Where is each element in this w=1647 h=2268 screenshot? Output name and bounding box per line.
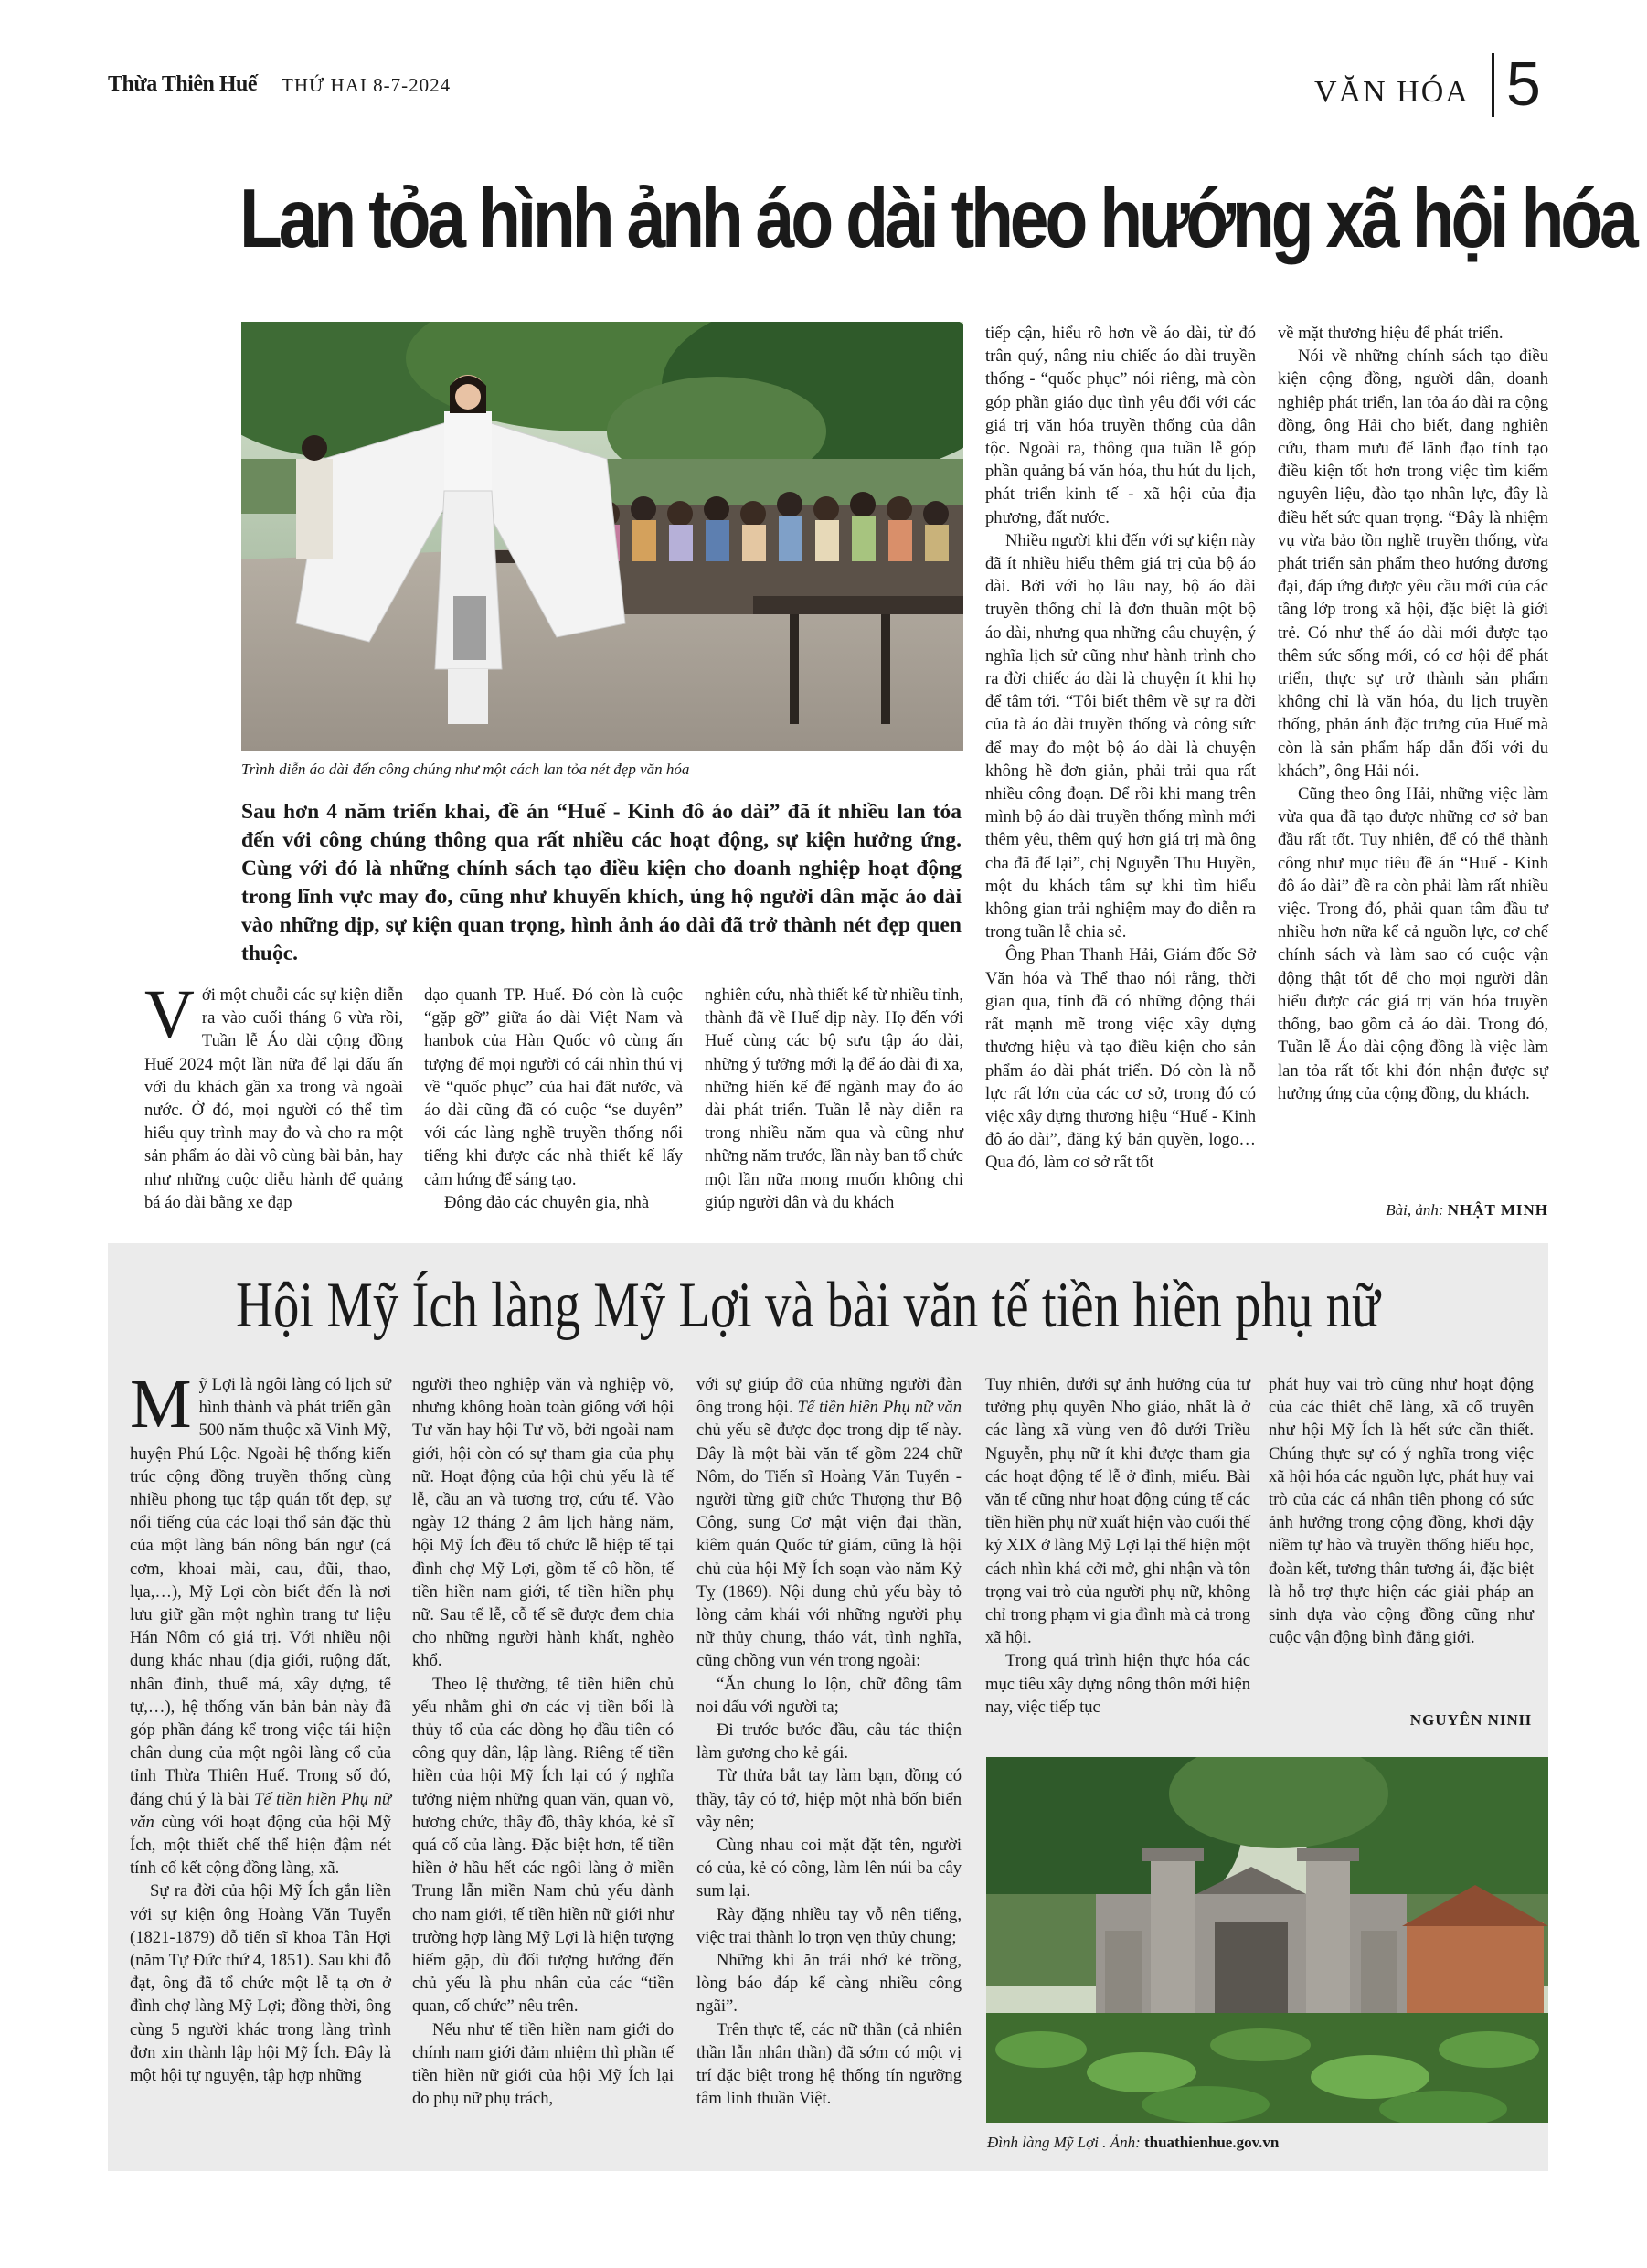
paragraph: người theo nghiệp văn và nghiệp võ, nhưng không hoàn toàn giống với hội Tư văn hay hội Tư võ, bởi ngoài nam giới, hội còn có sự tham gia của phụ nữ. Hoạt động của hội chủ yếu là tế lễ, cầu an và tương trợ, cứu tế. Vào ngày 12 tháng 2 âm lịch hằng năm, hội Mỹ Ích đều tổ chức lễ hiệp tế tại đình chợ Mỹ Lợi, gồm tế cô hồn, tế tiền hiền nam giới, tế tiền hiền phụ nữ. Sau tế lễ, cỗ tế sẽ được đem chia cho những người hành khất, nghèo khổ. [412,1375,674,1671]
article1-column-3 [705,984,963,1214]
paragraph: Nói về những chính sách tạo điều kiện cộng đồng, người dân, doanh nghiệp phát triển, lan tỏa áo dài ra cộng đồng, ông Hải cho biết, đang nghiên cứu, tham mưu để lãnh đạo tỉnh tạo điều kiện tốt hơn trong việc tìm kiếm nguyên liệu, đào tạo nhân lực, đây là điều hết sức quan trọng. “Đây là nhiệm vụ vừa bảo tồn nghề truyền thống, vừa phát triển sản phẩm theo hướng đương đại, đáp ứng được yêu cầu mới của các tầng lớp trong xã hội, đặc biệt là giới trẻ. Có như thế áo dài mới được tạo thêm sức sống mới, có cơ hội để phát triển, thực sự trở thành sản phẩm không chỉ là văn hóa, du lịch truyền thống, phản ánh đặc trưng của Huế mà còn là sản phẩm hấp dẫn đối với du khách”, ông Hải nói. [1278,346,1548,781]
article1-column-4 [985,322,1256,1175]
article1-column-1 [144,976,403,1214]
issue-date: THỨ HAI 8-7-2024 [282,74,452,96]
page-number: 5 [1506,49,1541,119]
caption-text: Đình làng Mỹ Lợi . Ảnh: [987,2134,1141,2151]
newspaper-name: Thừa Thiên Huế [108,72,258,96]
poem-title: Tế tiền hiền Phụ nữ văn [797,1398,962,1418]
quote-line: Những khi ăn trái nhớ kẻ trồng, lòng báo đáp kể càng nhiều công ngãi”. [696,1951,962,2017]
article-lead: Sau hơn 4 năm triển khai, đề án “Huế - Kinh đô áo dài” đã ít nhiều lan tỏa đến với công chúng thông qua rất nhiều các hoạt động, sự kiện hưởng ứng. Cùng với đó là những chính sách tạo điều kiện cho doanh nghiệp hoạt động trong lĩnh vực may đo, cũng như khuyến khích, ủng hộ người dân mặc áo dài vào những dịp, sự kiện quan trọng, hình ảnh áo dài đã trở thành nét đẹp quen thuộc. [241,800,962,965]
drop-cap: M [130,1366,192,1443]
paragraph: Tuy nhiên, dưới sự ảnh hưởng của tư tưởng phụ quyền Nho giáo, nhất là ở các làng xã vùng ven đô dưới Triều Nguyễn, phụ nữ ít khi được tham gia các hoạt động tế lễ ở đình, miếu. Bài văn tế cũng như hoạt động cúng tế các tiền hiền phụ nữ xuất hiện vào cuối thế kỷ XIX ở làng Mỹ Lợi lại thể hiện một cách nhìn khá cởi mở, ghi nhận và tôn trọng vai trò của người phụ nữ, không chỉ trong phạm vi gia đình mà cả trong xã hội. [985,1375,1250,1648]
section-name: VĂN HÓA [1314,75,1470,109]
caption-source: thuathienhue.gov.vn [1143,2134,1280,2151]
article2-column-3 [696,1373,962,2111]
paragraph: Nhiều người khi đến với sự kiện này đã ít nhiều hiểu thêm giá trị của bộ áo dài. Bởi với họ lâu nay, bộ áo dài truyền thống chỉ là đơn thuần một bộ áo dài, nhưng qua những câu chuyện, ý nghĩa lịch sử cũng như hành trình cho ra đời chiếc áo dài là chuyện ít khi họ để tâm tới. “Tôi biết thêm về sự ra đời của tà áo dài truyền thống và công sức để may đo một bộ áo dài là chuyện không hề đơn giản, phải trải qua rất nhiều công đoạn. Để rồi khi mang trên mình bộ áo dài truyền thống mình mới thêm yêu, thêm quý hơn giá trị mà ông cha đã để lại”, chị Nguyễn Thu Huyền, một du khách tâm sự khi tìm hiểu không gian trải nghiệm may đo diễn ra trong tuần lễ chia sẻ. [985,530,1256,942]
header-divider [1492,53,1494,117]
paragraph: Trên thực tế, các nữ thần (cả nhiên thần lẫn nhân thần) đã sớm có một vị trí đặc biệt trong hệ thống tín ngưỡng tâm linh thuần Việt. [696,2019,962,2109]
byline-prefix: Bài, ảnh: [1386,1201,1444,1219]
quote-line: “Ăn chung lo lộn, chữ đồng tâm noi dấu với người ta; [696,1674,962,1717]
paragraph: Đông đảo các chuyên gia, nhà [444,1192,650,1212]
article2-column-2 [412,1373,674,2111]
byline-author: NGUYÊN NINH [1409,1711,1532,1729]
article2-column-4 [985,1373,1250,1719]
article-title: Lan tỏa hình ảnh áo dài theo hướng xã hội hóa [239,173,1635,265]
paragraph: Trong quá trình hiện thực hóa các mục tiêu xây dựng nông thôn mới hiện nay, việc tiếp tục [985,1651,1250,1717]
drop-cap: V [144,976,195,1053]
article2-column-1 [130,1366,392,2087]
article2-title: Hội Mỹ Ích làng Mỹ Lợi và bài văn tế tiền hiền phụ nữ [236,1270,1380,1341]
paragraph: nghiên cứu, nhà thiết kế từ nhiều tỉnh, thành đã về Huế dịp này. Họ đến với Huế cùng các bộ sưu tập áo dài, những ý tưởng mới lạ để áo dài đi xa, những hiến kế để ngành may đo áo dài phát triển. Tuần lễ này diễn ra trong nhiều năm qua và cũng như những năm trước, lần này ban tổ chức một lần nữa mong muốn không chỉ giúp người dân và du khách [705,985,963,1212]
paragraph: Cũng theo ông Hải, những việc làm vừa qua đã tạo được những cơ sở ban đầu rất tốt. Tuy nhiên, để có thể thành công như mục tiêu đề án “Huế - Kinh đô áo dài” đề ra còn phải làm rất nhiều việc. Trong đó, phải quan tâm đầu tư nhiều hơn nữa kể cả nguồn lực, cơ chế chính sách và làm sao có cuộc vận động thật tốt để cho mọi người dân hiểu được các giá trị văn hóa truyền thống, bao gồm cả áo dài. Trong đó, Tuần lễ Áo dài cộng đồng là việc làm lan tỏa rất tốt khi đón nhận được sự hưởng ứng của cộng đồng, du khách. [1278,784,1548,1103]
poem-title: Tế tiền hiền Phụ nữ văn [130,1789,392,1832]
paragraph: phát huy vai trò cũng như hoạt động của các thiết chế làng, xã cổ truyền như hội Mỹ Ích là hết sức cần thiết. Chúng thực sự có ý nghĩa trong việc xã hội hóa các nguồn lực, phát huy vai trò của các cá nhân tiên phong có sức ảnh hưởng trong cộng đồng, khơi dậy niềm tự hào và truyền thống hiếu học, đoàn kết, tương thân tương ái, đặc biệt là hỗ trợ thực hiện các giải pháp an sinh dựa vào cộng đồng cũng như cuộc vận động bình đẳng giới. [1269,1375,1534,1648]
quote-line: Từ thửa bắt tay làm bạn, đồng có thầy, tây có tớ, hiệp một nhà bốn biển vầy nên; [696,1766,962,1832]
paragraph: Theo lệ thường, tế tiền hiền chủ yếu nhằm ghi ơn các vị tiền bối là thủy tổ của các dòng họ đầu tiên có công quy dân, lập làng. Riêng tế tiền hiền của hội Mỹ Ích lại có ý nghĩa tưởng niệm những quan văn, quan võ, hương chức, thầy đồ, thầy khóa, kẻ sĩ quá cố của làng. Đặc biệt hơn, tế tiền hiền ở hầu hết các ngôi làng ở miền Trung lẫn miền Nam chủ yếu dành cho nam giới, tế tiền hiền nữ giới như trường hợp làng Mỹ Lợi là hiện tượng hiếm gặp, dù đối tượng hướng đến chủ yếu là phu nhân của các “tiền quan, cố chức” nêu trên. [412,1674,674,2017]
paragraph: Ông Phan Thanh Hải, Giám đốc Sở Văn hóa và Thể thao nói rằng, thời gian qua, tỉnh đã có những động thái rất mạnh mẽ trong việc xây dựng thương hiệu và tạo điều kiện cho sản phẩm áo dài phát triển. Đó còn là nỗ lực rất lớn của các cơ sở, trong đó có việc xây dựng thương hiệu “Huế - Kinh đô áo dài”, đăng ký bản quyền, logo… Qua đó, làm cơ sở rất tốt [985,945,1256,1173]
paragraph: tiếp cận, hiểu rõ hơn về áo dài, từ đó trân quý, nâng niu chiếc áo dài truyền thống - “quốc phục” nói riêng, mà còn góp phần giáo dục tình yêu đối với các giá trị văn hóa truyền thống của dân tộc. Ngoài ra, thông qua tuần lễ góp phần quảng bá văn hóa, thu hút du lịch, phát triển kinh tế - xã hội của địa phương, đất nước. [985,324,1256,527]
article1-column-2 [424,984,683,1214]
quote-line: Cùng nhau coi mặt đặt tên, người có của, kẻ có công, làm lên núi ba cây sum lại. [696,1836,962,1901]
paragraph: chủ yếu sẽ được đọc trong dịp tế này. Đây là một bài văn tế gồm 224 chữ Nôm, do Tiến sĩ Hoàng Văn Tuyển - người từng giữ chức Thượng thư Bộ Công, sung Cơ mật viện đại thần, kiêm quản Quốc tử giám, cũng là hội chủ của hội Mỹ Ích soạn vào năm Kỷ Tỵ (1869). Nội dung chủ yếu bày tỏ lòng cảm khái với những người phụ nữ thủy chung, tháo vát, tình nghĩa, cũng chồng vun vén trong ngoài: [696,1421,962,1671]
paragraph: cùng với hoạt động của hội Mỹ Ích, một thiết chế thể hiện đậm nét tính cố kết cộng đồng làng, xã. [130,1812,391,1879]
paragraph: dạo quanh TP. Huế. Đó còn là cuộc “gặp gỡ” giữa áo dài Việt Nam và hanbok của Hàn Quốc vô cùng ấn tượng để mọi người có cái nhìn thú vị về “quốc phục” của hai đất nước, và áo dài cũng đã có cuộc “se duyên” với các làng nghề truyền thống nổi tiếng khi được các nhà thiết kế lấy cảm hứng để sáng tạo. [424,985,683,1189]
article1-column-5 [1278,322,1548,1105]
article2-byline [1269,1711,1532,1730]
article-photo-village-gate [986,1757,1548,2123]
paragraph: với sự giúp đỡ của những người đàn ông trong hội. [696,1375,962,1418]
article1-byline [1280,1201,1548,1219]
paragraph: ới một chuỗi các sự kiện diễn ra vào cuối tháng 6 vừa rồi, Tuần lễ Áo dài cộng đồng Huế 2024 một lần nữa để lại dấu ấn với du khách gần xa trong và ngoài nước. Ở đó, mọi người có thể tìm hiểu quy trình may đo và cho ra một sản phẩm áo dài vô cùng bài bản, hay như những cuộc diễu hành để quảng bá áo dài bằng xe đạp [144,985,403,1212]
quote-line: Rày đặng nhiều tay vỗ nên tiếng, việc trai thành lo trọn vẹn thủy chung; [696,1904,962,1947]
article2-column-5 [1269,1373,1534,1649]
byline-author: NHẬT MINH [1447,1201,1548,1219]
photo-caption: Trình diễn áo dài đến công chúng như một cách lan tỏa nét đẹp văn hóa [241,761,690,778]
photo-caption [987,2134,1279,2152]
paragraph: ỹ Lợi là ngôi làng có lịch sử hình thành và phát triển gần 500 năm thuộc xã Vinh Mỹ, huyện Phú Lộc. Ngoài hệ thống kiến trúc cộng đồng truyền thống cùng nhiều phong tục tập quán tốt đẹp, sự nổi tiếng của các loại thổ sản đặc thù của một làng bán nông bán ngư (cá cơm, khoai mài, cau, đũi, thao, lụa,…), Mỹ Lợi còn biết đến là nơi lưu giữ gần một nghìn trang tư liệu Hán Nôm có giá trị. Với nhiều nội dung khác nhau (địa giới, ruộng đất, nhân đinh, thuế má, xây dựng, tế tự,…), hệ thống văn bản bản này đã góp phần đáng kể trong việc tái hiện chân dung của một ngôi làng cổ của tỉnh Thừa Thiên Huế. Trong số đó, đáng chú ý là bài [130,1375,391,1809]
paragraph: về mặt thương hiệu để phát triển. [1278,324,1504,343]
quote-line: Đi trước bước đầu, câu tác thiện làm gương cho kẻ gái. [696,1720,962,1763]
paragraph: Nếu như tế tiền hiền nam giới do chính nam giới đảm nhiệm thì phần tế tiền hiền nữ giới của hội Mỹ Ích lại do phụ nữ phụ trách, [412,2019,674,2109]
paragraph: Sự ra đời của hội Mỹ Ích gắn liền với sự kiện ông Hoàng Văn Tuyển (1821-1879) đỗ tiến sĩ khoa Tân Hợi (năm Tự Đức thứ 4, 1851). Sau khi đỗ đạt, ông đã tổ chức một lễ tạ ơn ở đình chợ làng Mỹ Lợi; đồng thời, ông cùng 5 người khác trong làng trình đơn xin thành lập hội Mỹ Ích. Đây là một hội tự nguyện, tập hợp những [130,1881,391,2086]
article-photo-ao-dai-show [241,322,963,751]
